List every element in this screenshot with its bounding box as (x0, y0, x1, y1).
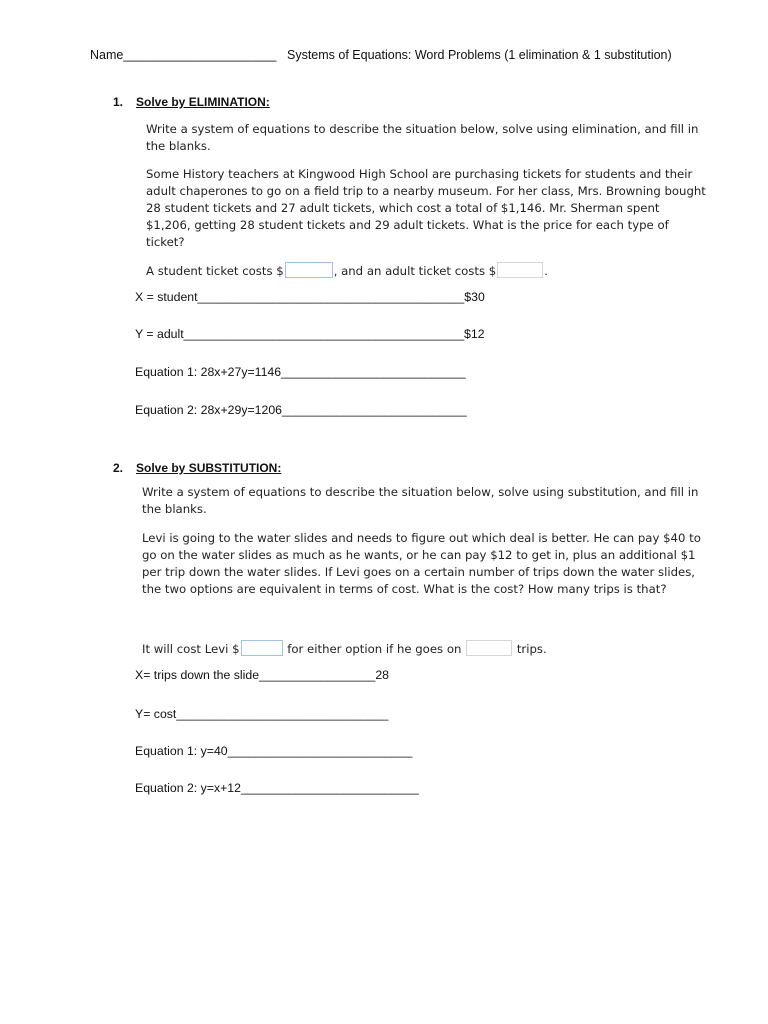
section-1-instruction: Write a system of equations to describe the situation below, solve using elimination, and fill in the blanks. (146, 122, 699, 153)
section-2-problem: Levi is going to the water slides and needs to figure out which deal is better. He can pay $40 to go on the water slides as much as he wants, or he can pay $12 to get in, plus an additional $1 per trip down the water slides. If Levi goes on a certain number of trips down the water slides, the two options are equivalent in terms of cost. What is the cost? How many trips is that? (142, 531, 701, 596)
section-1-x-definition: X = student_______________________________________$30 (135, 290, 485, 304)
section-1-heading: Solve by ELIMINATION: (136, 95, 270, 109)
section-2-heading: Solve by SUBSTITUTION: (136, 461, 282, 475)
section-2-equation-2: Equation 2: y=x+12__________________________ (135, 781, 419, 795)
trips-blank[interactable] (466, 640, 512, 656)
section-2-equation-1: Equation 1: y=40___________________________ (135, 744, 413, 758)
name-field-label: Name______________________ (90, 48, 277, 62)
section-2-number: 2. (113, 461, 124, 475)
section-1-number: 1. (113, 95, 124, 109)
cost-blank[interactable] (241, 640, 283, 656)
answer-2-text-c: trips. (516, 642, 547, 656)
section-1-problem: Some History teachers at Kingwood High School are purchasing tickets for students and their adult chaperones to go on a field trip to a nearby museum. For her class, Mrs. Browning bought 28 student tickets and 27 adult tickets, which cost a total of $1,146. Mr. Sherman spent $1,206, getting 28 student tickets and 29 adult tickets. What is the price for each type of ticket? (146, 167, 706, 249)
answer-1-text-b: , and an adult ticket costs $ (333, 264, 497, 278)
student-price-blank[interactable] (285, 262, 333, 278)
section-2-instruction: Write a system of equations to describe the situation below, solve using substitution, and fill in the blanks. (142, 485, 699, 516)
answer-1-text-c: . (544, 264, 548, 278)
section-2-answer-sentence (142, 640, 714, 658)
section-2-x-definition: X= trips down the slide_________________28 (135, 668, 390, 682)
section-1-answer-sentence (146, 262, 706, 280)
section-1-equation-1: Equation 1: 28x+27y=1146___________________________ (135, 365, 466, 379)
adult-price-blank[interactable] (497, 262, 543, 278)
section-1-y-definition: Y = adult_________________________________________$12 (135, 327, 485, 341)
section-2-y-definition: Y= cost_______________________________ (135, 707, 389, 721)
worksheet-title: Systems of Equations: Word Problems (1 elimination & 1 substitution) (287, 48, 672, 62)
answer-1-text-a: A student ticket costs $ (146, 264, 284, 278)
section-1-equation-2: Equation 2: 28x+29y=1206___________________________ (135, 403, 467, 417)
answer-2-text-a: It will cost Levi $ (142, 642, 240, 656)
answer-2-text-b: for either option if he goes on (287, 642, 462, 656)
